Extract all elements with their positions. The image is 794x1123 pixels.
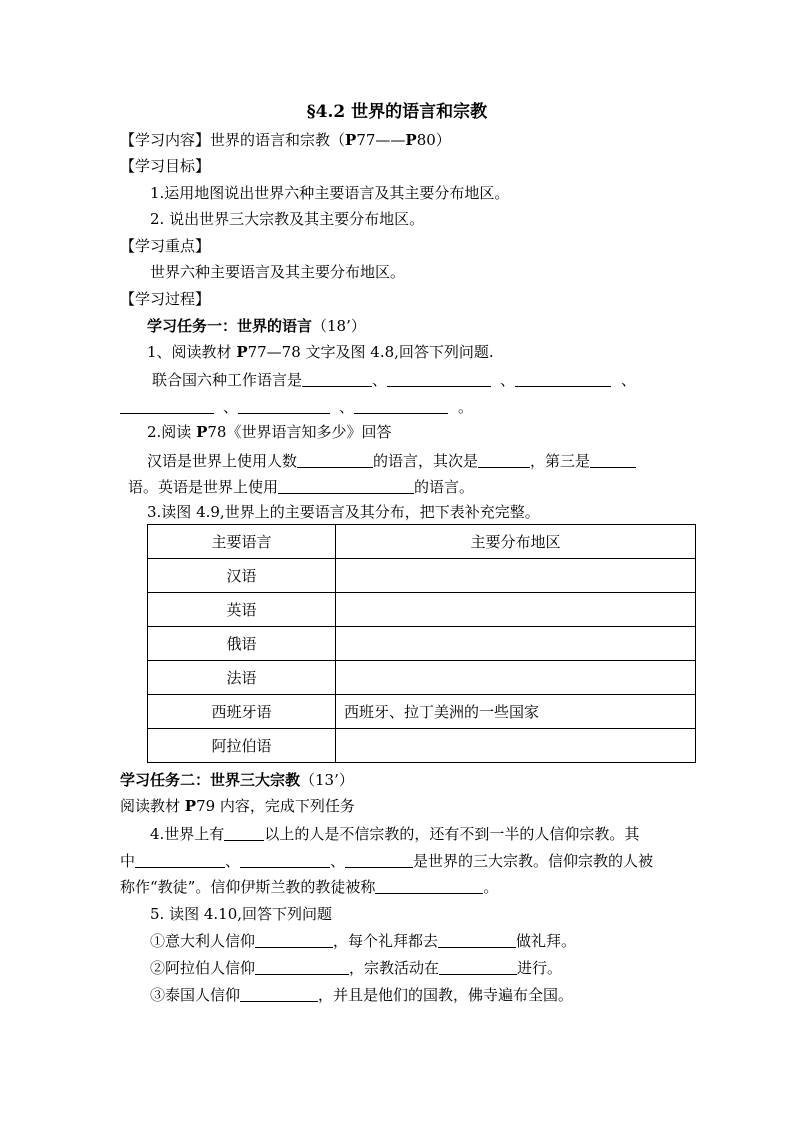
separator: 、 [330, 852, 346, 870]
question-4 [150, 824, 639, 844]
task1-time: （18’） [312, 317, 366, 335]
region-cell[interactable] [336, 559, 696, 593]
answer-item-prompt: ③泰国人信仰 [150, 986, 241, 1004]
page-ref-p: P [196, 423, 208, 441]
answer-item-3 [150, 985, 573, 1005]
column-header-language: 主要语言 [148, 525, 336, 559]
learning-content-text: 世界的语言和宗教（ [210, 131, 346, 149]
question-4-prompt: 中 [120, 852, 136, 870]
answer-item-prompt: ，宗教活动在 [349, 959, 440, 977]
question-4-prompt: 以上的人是不信宗教的，还有不到一半的人信仰宗教。其 [264, 825, 640, 843]
separator: 、 [372, 371, 388, 389]
question-1-line3 [120, 397, 473, 417]
language-distribution-table [147, 524, 696, 763]
region-cell[interactable] [336, 729, 696, 763]
answer-item-1 [150, 931, 576, 951]
answer-blank[interactable] [375, 878, 483, 894]
answer-blank[interactable] [238, 398, 330, 414]
question-4-prompt: 是世界的三大宗教。信仰宗教的人被 [413, 852, 654, 870]
task2-title: 学习任务二：世界三大宗教 [120, 771, 301, 789]
language-cell: 俄语 [148, 627, 336, 661]
answer-blank[interactable] [135, 852, 225, 868]
table-row [148, 729, 696, 763]
answer-blank[interactable] [240, 852, 330, 868]
answer-blank[interactable] [302, 371, 372, 387]
task2-intro-text: 阅读教材 [120, 797, 185, 815]
answer-item-2 [150, 958, 562, 978]
separator: 、 [225, 852, 241, 870]
question-2 [147, 422, 391, 442]
answer-blank[interactable] [387, 371, 491, 387]
question-2-prompt: 语。英语是世界上使用 [128, 478, 279, 496]
question-2-line2 [147, 451, 636, 471]
question-4-prompt: 4.世界上有 [150, 825, 225, 843]
table-row [148, 627, 696, 661]
key-points-text: 世界六种主要语言及其主要分布地区。 [150, 263, 406, 281]
answer-blank[interactable] [590, 452, 636, 468]
table-row [148, 695, 696, 729]
separator: 、 [339, 398, 355, 416]
question-1-prompt: 联合国六种工作语言是 [152, 371, 303, 389]
question-2-prompt: 汉语是世界上使用人数 [147, 452, 298, 470]
region-cell[interactable] [336, 661, 696, 695]
table-row [148, 661, 696, 695]
answer-blank[interactable] [478, 452, 530, 468]
answer-blank[interactable] [354, 398, 448, 414]
page-ref-end: 80） [416, 131, 451, 149]
task1-title: 学习任务一：世界的语言 [147, 317, 313, 335]
task1-heading [147, 316, 366, 336]
page-ref-p: P [236, 343, 248, 361]
question-1-text: 1、阅读教材 [147, 343, 237, 361]
table-row [148, 593, 696, 627]
page-ref-p: P [184, 797, 197, 815]
separator: 、 [621, 371, 637, 389]
answer-blank[interactable] [224, 825, 264, 841]
language-cell: 阿拉伯语 [148, 729, 336, 763]
learning-goal-1: 1.运用地图说出世界六种主要语言及其主要分布地区。 [150, 184, 510, 202]
answer-blank[interactable] [515, 371, 611, 387]
page-ref-start: 77—— [356, 131, 406, 149]
question-2-prompt: 的语言。 [414, 478, 475, 496]
page-title: §4.2 世界的语言和宗教 [306, 102, 488, 122]
answer-blank[interactable] [255, 959, 349, 975]
answer-blank[interactable] [438, 932, 516, 948]
answer-item-prompt: ，每个礼拜都去 [333, 932, 439, 950]
learning-content-label: 【学习内容】 [120, 131, 211, 149]
answer-blank[interactable] [439, 959, 517, 975]
separator: 、 [500, 371, 516, 389]
region-cell[interactable] [336, 593, 696, 627]
learning-goals-label: 【学习目标】 [120, 157, 211, 175]
question-2-text: 78《世界语言知多少》回答 [207, 423, 392, 441]
question-2-prompt: 的语言，其次是 [373, 452, 479, 470]
answer-blank[interactable] [255, 932, 333, 948]
task2-heading [120, 770, 354, 790]
learning-content [120, 130, 451, 150]
question-3: 3.读图 4.9,世界上的主要语言及其分布，把下表补充完整。 [147, 503, 540, 521]
column-header-region: 主要分布地区 [336, 525, 696, 559]
process-label: 【学习过程】 [120, 290, 211, 308]
answer-blank[interactable] [240, 986, 318, 1002]
question-1 [147, 342, 494, 362]
question-2-prompt: ，第三是 [530, 452, 591, 470]
question-5: 5. 读图 4.10,回答下列问题 [150, 905, 333, 923]
answer-item-prompt: ①意大利人信仰 [150, 932, 256, 950]
answer-item-prompt: ，并且是他们的国教，佛寺遍布全国。 [318, 986, 574, 1004]
task2-intro [120, 796, 355, 816]
key-points-label: 【学习重点】 [120, 237, 211, 255]
question-2-line3 [128, 477, 474, 497]
answer-item-prompt: 进行。 [517, 959, 563, 977]
separator: 、 [223, 398, 239, 416]
table-header-row [148, 525, 696, 559]
period: 。 [458, 398, 474, 416]
table-row [148, 559, 696, 593]
page-ref-p: P [345, 131, 357, 149]
answer-blank[interactable] [120, 398, 214, 414]
question-1-line2 [152, 370, 636, 390]
answer-item-prompt: 做礼拜。 [516, 932, 577, 950]
answer-blank[interactable] [345, 852, 413, 868]
answer-blank[interactable] [278, 478, 414, 494]
learning-goal-2: 2. 说出世界三大宗教及其主要分布地区。 [150, 210, 425, 228]
language-cell: 英语 [148, 593, 336, 627]
task2-intro-text: 79 内容，完成下列任务 [196, 797, 355, 815]
answer-blank[interactable] [297, 452, 373, 468]
answer-item-prompt: ②阿拉伯人信仰 [150, 959, 256, 977]
question-4-line2 [120, 851, 653, 871]
page-ref-p: P [405, 131, 417, 149]
question-4-prompt: 称作“教徒”。信仰伊斯兰教的教徒被称 [120, 878, 376, 896]
region-cell[interactable]: 西班牙、拉丁美洲的一些国家 [336, 695, 696, 729]
question-1-text: 77—78 文字及图 4.8,回答下列问题. [247, 343, 494, 361]
language-cell: 汉语 [148, 559, 336, 593]
language-cell: 法语 [148, 661, 336, 695]
period: 。 [483, 878, 499, 896]
question-4-line3 [120, 877, 498, 897]
region-cell[interactable] [336, 627, 696, 661]
question-2-text: 2.阅读 [147, 423, 197, 441]
language-cell: 西班牙语 [148, 695, 336, 729]
task2-time: （13’） [300, 771, 354, 789]
